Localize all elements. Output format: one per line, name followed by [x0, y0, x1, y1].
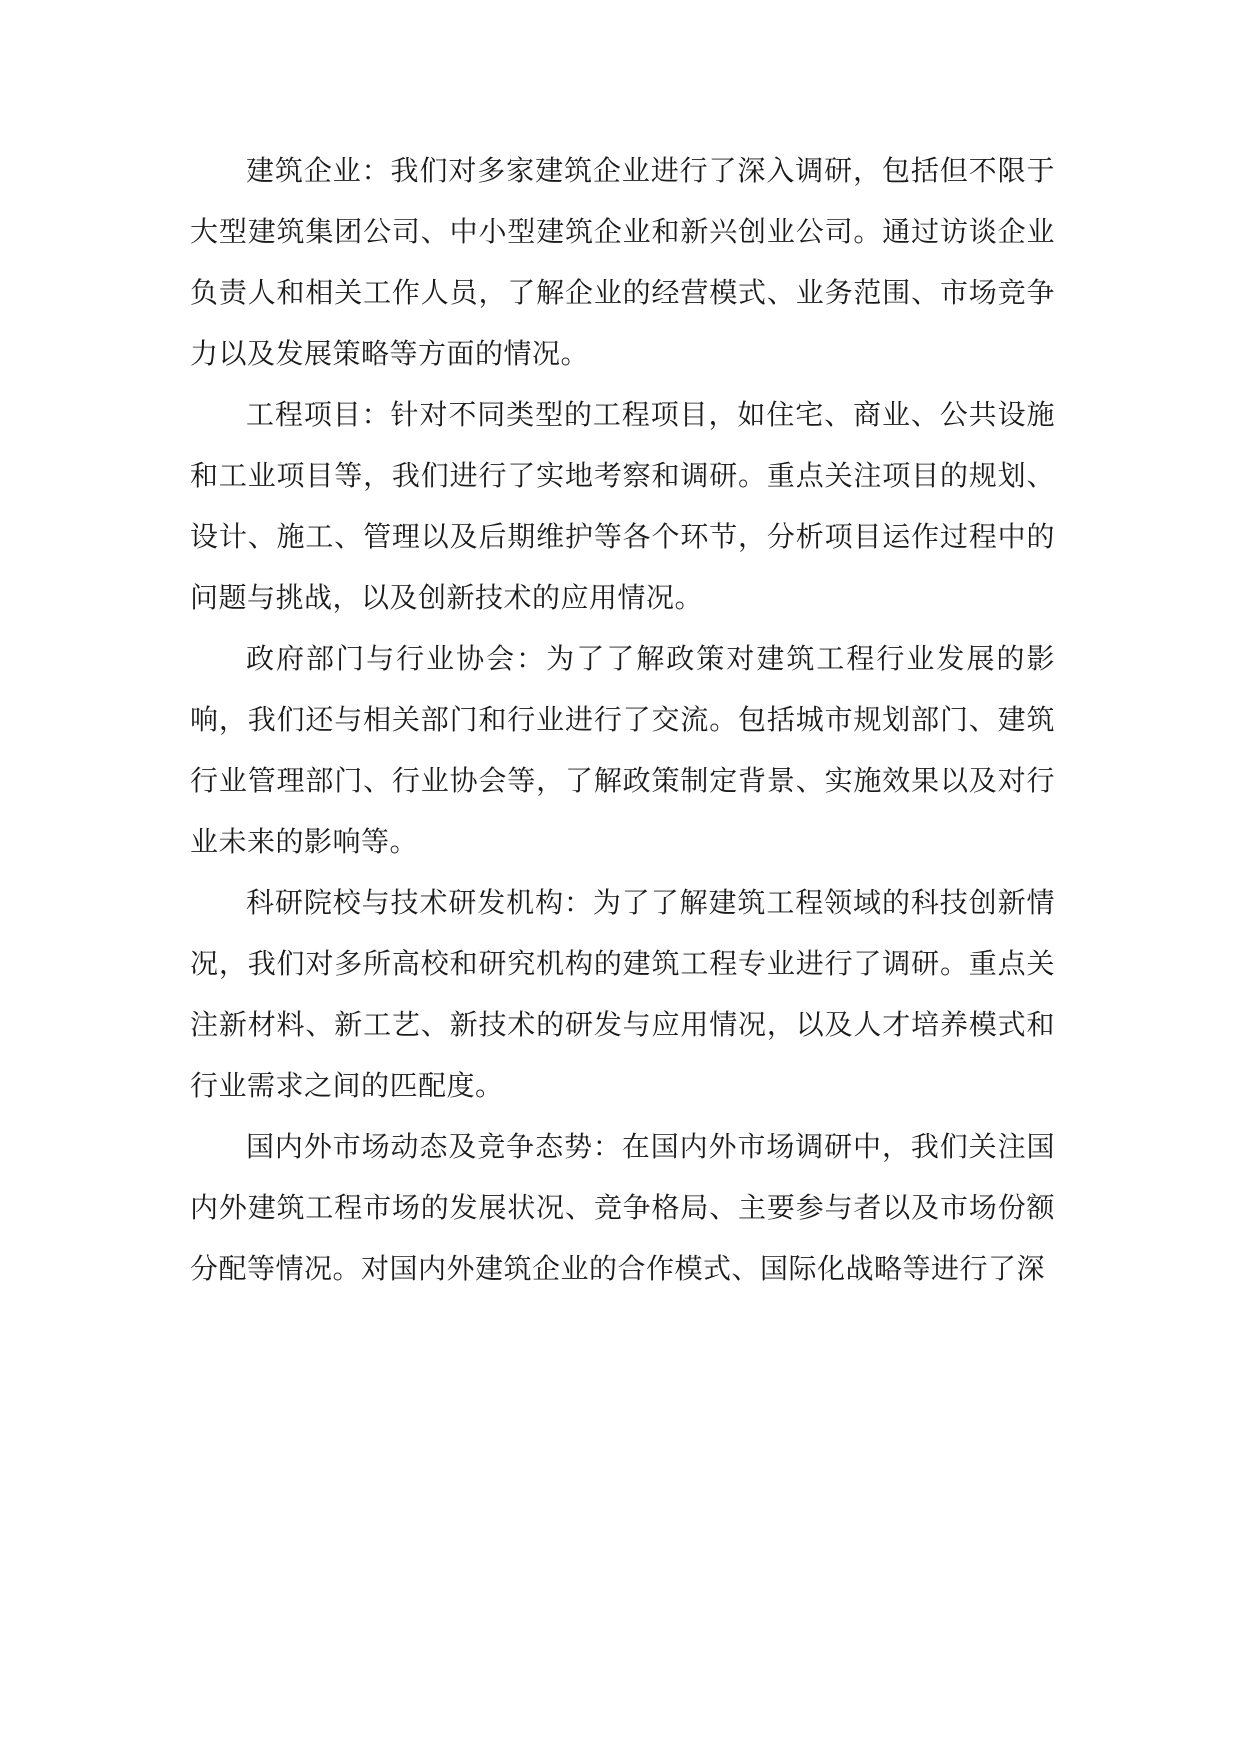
paragraph-government-associations: 政府部门与行业协会：为了了解政策对建筑工程行业发展的影响，我们还与相关部门和行业进行了交流。包括城市规划部门、建筑行业管理部门、行业协会等，了解政策制定背景、实施效果以及对行业未来的影响等。 — [190, 642, 1055, 858]
paragraph-research-institutions: 科研院校与技术研发机构：为了了解建筑工程领域的科技创新情况，我们对多所高校和研究机构的建筑工程专业进行了调研。重点关注新材料、新工艺、新技术的研发与应用情况，以及人才培养模式和行业需求之间的匹配度。 — [190, 886, 1055, 1102]
paragraph-market-dynamics: 国内外市场动态及竞争态势：在国内外市场调研中，我们关注国内外建筑工程市场的发展状况、竞争格局、主要参与者以及市场份额分配等情况。对国内外建筑企业的合作模式、国际化战略等进行了深 — [190, 1130, 1055, 1285]
paragraph-engineering-projects: 工程项目：针对不同类型的工程项目，如住宅、商业、公共设施和工业项目等，我们进行了实地考察和调研。重点关注项目的规划、设计、施工、管理以及后期维护等各个环节，分析项目运作过程中的问题与挑战，以及创新技术的应用情况。 — [190, 398, 1055, 614]
document-body — [190, 140, 1055, 1299]
paragraph-construction-enterprises: 建筑企业：我们对多家建筑企业进行了深入调研，包括但不限于大型建筑集团公司、中小型建筑企业和新兴创业公司。通过访谈企业负责人和相关工作人员，了解企业的经营模式、业务范围、市场竞争力以及发展策略等方面的情况。 — [190, 154, 1055, 370]
